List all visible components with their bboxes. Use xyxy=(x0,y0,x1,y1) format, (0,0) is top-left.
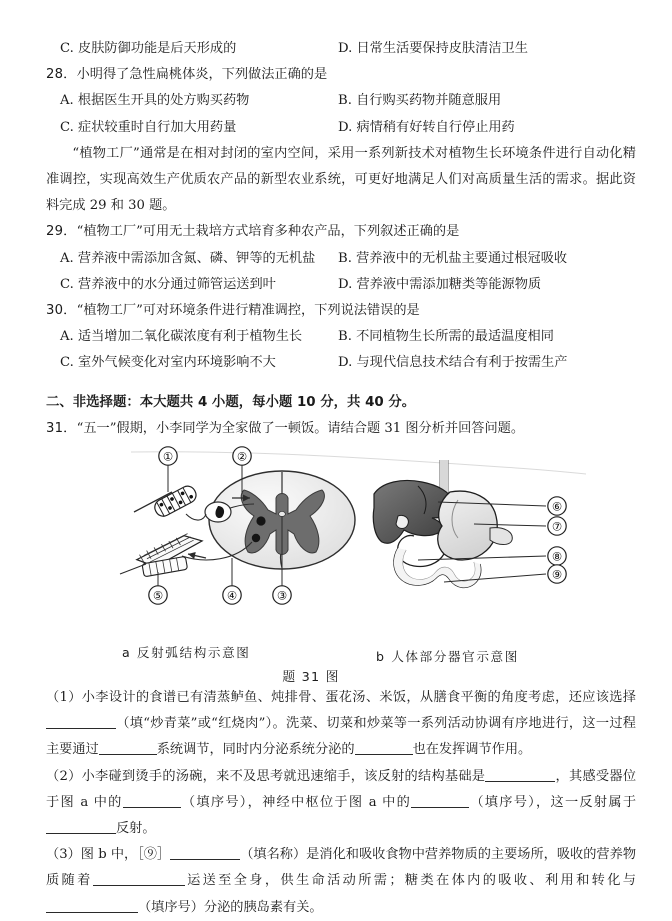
question29-option-c: C. 营养液中的水分通过筛管运送到叶 xyxy=(60,276,276,292)
question28-options-row-1 xyxy=(46,88,636,114)
effector-stem xyxy=(120,564,146,574)
sub1-part2: （填“炒青菜”或“红烧肉”）。洗菜、切菜和炒菜等一系列活动协调有序地进行，这一过程主要通过 xyxy=(46,716,636,758)
question28-stem-text: 小明得了急性扁桃体炎，下列做法正确的是 xyxy=(76,67,328,83)
question30-number: 30． xyxy=(46,303,77,319)
question29-number: 29． xyxy=(46,224,77,240)
question28-stem xyxy=(46,62,636,88)
central-canal xyxy=(279,511,286,516)
question30-options-row-2 xyxy=(46,350,636,376)
efferent-direction-arrow xyxy=(188,554,206,558)
question28-options-row-2 xyxy=(46,115,636,141)
sub3-label: （3） xyxy=(46,847,81,863)
sub2-blank-2[interactable] xyxy=(123,807,181,808)
question27-option-c: C. 皮肤防御功能是后天形成的 xyxy=(60,41,237,56)
figure-label-6 xyxy=(548,497,566,515)
question28-option-d: D. 病情稍有好转自行停止用药 xyxy=(338,119,515,135)
question29-option-a: A. 营养液中需添加含氮、磷、钾等的无机盐 xyxy=(60,250,316,266)
scan-smudge xyxy=(131,449,586,474)
sub3-blank-3[interactable] xyxy=(46,912,138,913)
figure-label-8-text: ⑧ xyxy=(551,549,563,564)
section-2-heading: 二、非选择题：本大题共 4 小题，每小题 10 分，共 40 分。 xyxy=(46,394,416,410)
sub3-part2: （填名称）是消化和吸收食物中营养物质的主要场所，吸收的营养物质随着 xyxy=(46,847,637,889)
figure-label-7 xyxy=(548,517,566,535)
sub2-part3: （填序号），神经中枢位于图 a 中的 xyxy=(180,794,412,810)
question29-option-b: B. 营养液中的无机盐主要通过根冠吸收 xyxy=(338,250,568,266)
figure-label-8 xyxy=(548,547,566,565)
figure-svg xyxy=(46,446,636,642)
figure-caption-b: b 人体部分器官示意图 xyxy=(376,649,519,665)
figure-label-5 xyxy=(149,586,167,604)
plant-factory-passage: “植物工厂”通常是在相对封闭的室内空间，采用一系列新技术对植物生长环境条件进行自动化精准调控，实现高效生产优质农产品的新型农业系统，可更好地满足人们对高质量生活的需求。据此资料完成 29 和 30 题。 xyxy=(46,145,636,214)
page-content xyxy=(46,36,636,921)
question30-option-a: A. 适当增加二氧化碳浓度有利于植物生长 xyxy=(60,329,303,345)
pancreas xyxy=(490,528,512,545)
leader-line-8 xyxy=(418,556,546,560)
figure-label-3 xyxy=(273,586,291,604)
sub1-blank-2[interactable] xyxy=(99,754,157,755)
question29-stem xyxy=(46,219,636,245)
question28-option-b: B. 自行购买药物并随意服用 xyxy=(338,93,502,109)
question30-stem-text: “植物工厂”可对环境条件进行精准调控，下列说法错误的是 xyxy=(76,303,420,319)
figure-label-6-text: ⑥ xyxy=(551,499,563,514)
question28-option-c: C. 症状较重时自行加大用药量 xyxy=(60,119,237,135)
figure-label-9-text: ⑨ xyxy=(551,567,563,582)
sub2-blank-3[interactable] xyxy=(411,807,469,808)
sub3-part3: 运送至全身，供生命活动所需；糖类在体内的吸收、利用和转化与 xyxy=(184,873,636,889)
figure-captions xyxy=(46,642,636,664)
question30-option-c: C. 室外气候变化对室内环境影响不大 xyxy=(60,355,276,371)
sub1-part3: 系统调节，同时内分泌系统分泌的 xyxy=(156,742,355,758)
question31-sub2 xyxy=(46,764,636,843)
question31-stem xyxy=(46,416,636,442)
question31-figure xyxy=(46,446,636,642)
stomach xyxy=(438,491,498,560)
question29-option-d: D. 营养液中需添加糖类等能源物质 xyxy=(338,276,542,292)
question29-stem-text: “植物工厂”可用无土栽培方式培育多种农产品，下列叙述正确的是 xyxy=(76,224,460,240)
sub2-blank-1[interactable] xyxy=(485,781,555,782)
question30-option-b: B. 不同植物生长所需的最适温度相同 xyxy=(338,329,554,345)
sub2-part2: ，其感受器位于图 a 中的 xyxy=(46,768,637,810)
sub1-blank-1[interactable] xyxy=(46,728,116,729)
question30-options-row-1 xyxy=(46,324,636,350)
reflex-arc-diagram xyxy=(120,447,355,604)
figure-label-4 xyxy=(223,586,241,604)
gray-matter xyxy=(241,490,324,555)
sub2-part1: 小李碰到烫手的汤碗，来不及思考就迅速缩手，该反射的结构基础是 xyxy=(81,768,486,784)
figure-label-2 xyxy=(233,447,251,465)
gallbladder xyxy=(396,516,408,529)
question27-option-d: D. 日常生活要保持皮肤清洁卫生 xyxy=(338,41,528,56)
question27-options-row xyxy=(46,36,636,62)
question31-sub1 xyxy=(46,685,636,764)
sub3-part1: 图 b 中，［⑨］ xyxy=(80,847,171,863)
figure-label-4-text: ④ xyxy=(226,588,238,603)
afferent-nerve-path xyxy=(186,514,206,520)
motor-neuron-body-2 xyxy=(252,534,260,542)
sub1-label: （1） xyxy=(46,690,82,706)
question28-number: 28． xyxy=(46,67,77,83)
question30-stem xyxy=(46,298,636,324)
human-organs-diagram xyxy=(373,460,566,587)
sub1-part4: 也在发挥调节作用。 xyxy=(412,742,532,758)
sub3-blank-1[interactable] xyxy=(170,859,240,860)
figure-label-3-text: ③ xyxy=(276,588,288,603)
sub2-blank-4[interactable] xyxy=(46,833,116,834)
motor-neuron-body-1 xyxy=(256,516,265,525)
sub3-part4: （填序号）分泌的胰岛素有关。 xyxy=(138,899,323,915)
question31-number: 31． xyxy=(46,420,77,436)
figure-label-1-text: ① xyxy=(162,449,174,464)
question29-options-row-1 xyxy=(46,246,636,272)
sub1-blank-3[interactable] xyxy=(355,754,413,755)
figure-label-2-text: ② xyxy=(236,449,248,464)
effector-muscle xyxy=(120,530,205,577)
figure-title: 题 31 图 xyxy=(282,670,340,686)
sub3-blank-2[interactable] xyxy=(93,885,185,886)
sub2-part4: （填序号），这一反射属于 xyxy=(469,794,637,810)
sub1-part1: 小李设计的食谱已有清蒸鲈鱼、炖排骨、蛋花汤、米饭，从膳食平衡的角度考虑，还应该选择 xyxy=(81,690,636,706)
figure-label-5-text: ⑤ xyxy=(152,588,164,603)
question31-stem-text: “五一”假期，小李同学为全家做了一顿饭。请结合题 31 图分析并回答问题。 xyxy=(76,420,525,436)
question31-sub3 xyxy=(46,842,636,921)
question28-option-a: A. 根据医生开具的处方购买药物 xyxy=(60,93,250,109)
sub2-label: （2） xyxy=(46,768,82,784)
leader-line-9 xyxy=(444,574,546,582)
figure-label-9 xyxy=(548,565,566,583)
sub2-part5: 反射。 xyxy=(116,821,156,837)
question30-option-d: D. 与现代信息技术结合有利于按需生产 xyxy=(338,355,568,371)
receptor-structure xyxy=(134,483,206,520)
question29-options-row-2 xyxy=(46,272,636,298)
figure-caption-a: a 反射弧结构示意图 xyxy=(122,645,251,661)
figure-label-7-text: ⑦ xyxy=(551,519,563,534)
figure-label-1 xyxy=(159,447,177,465)
